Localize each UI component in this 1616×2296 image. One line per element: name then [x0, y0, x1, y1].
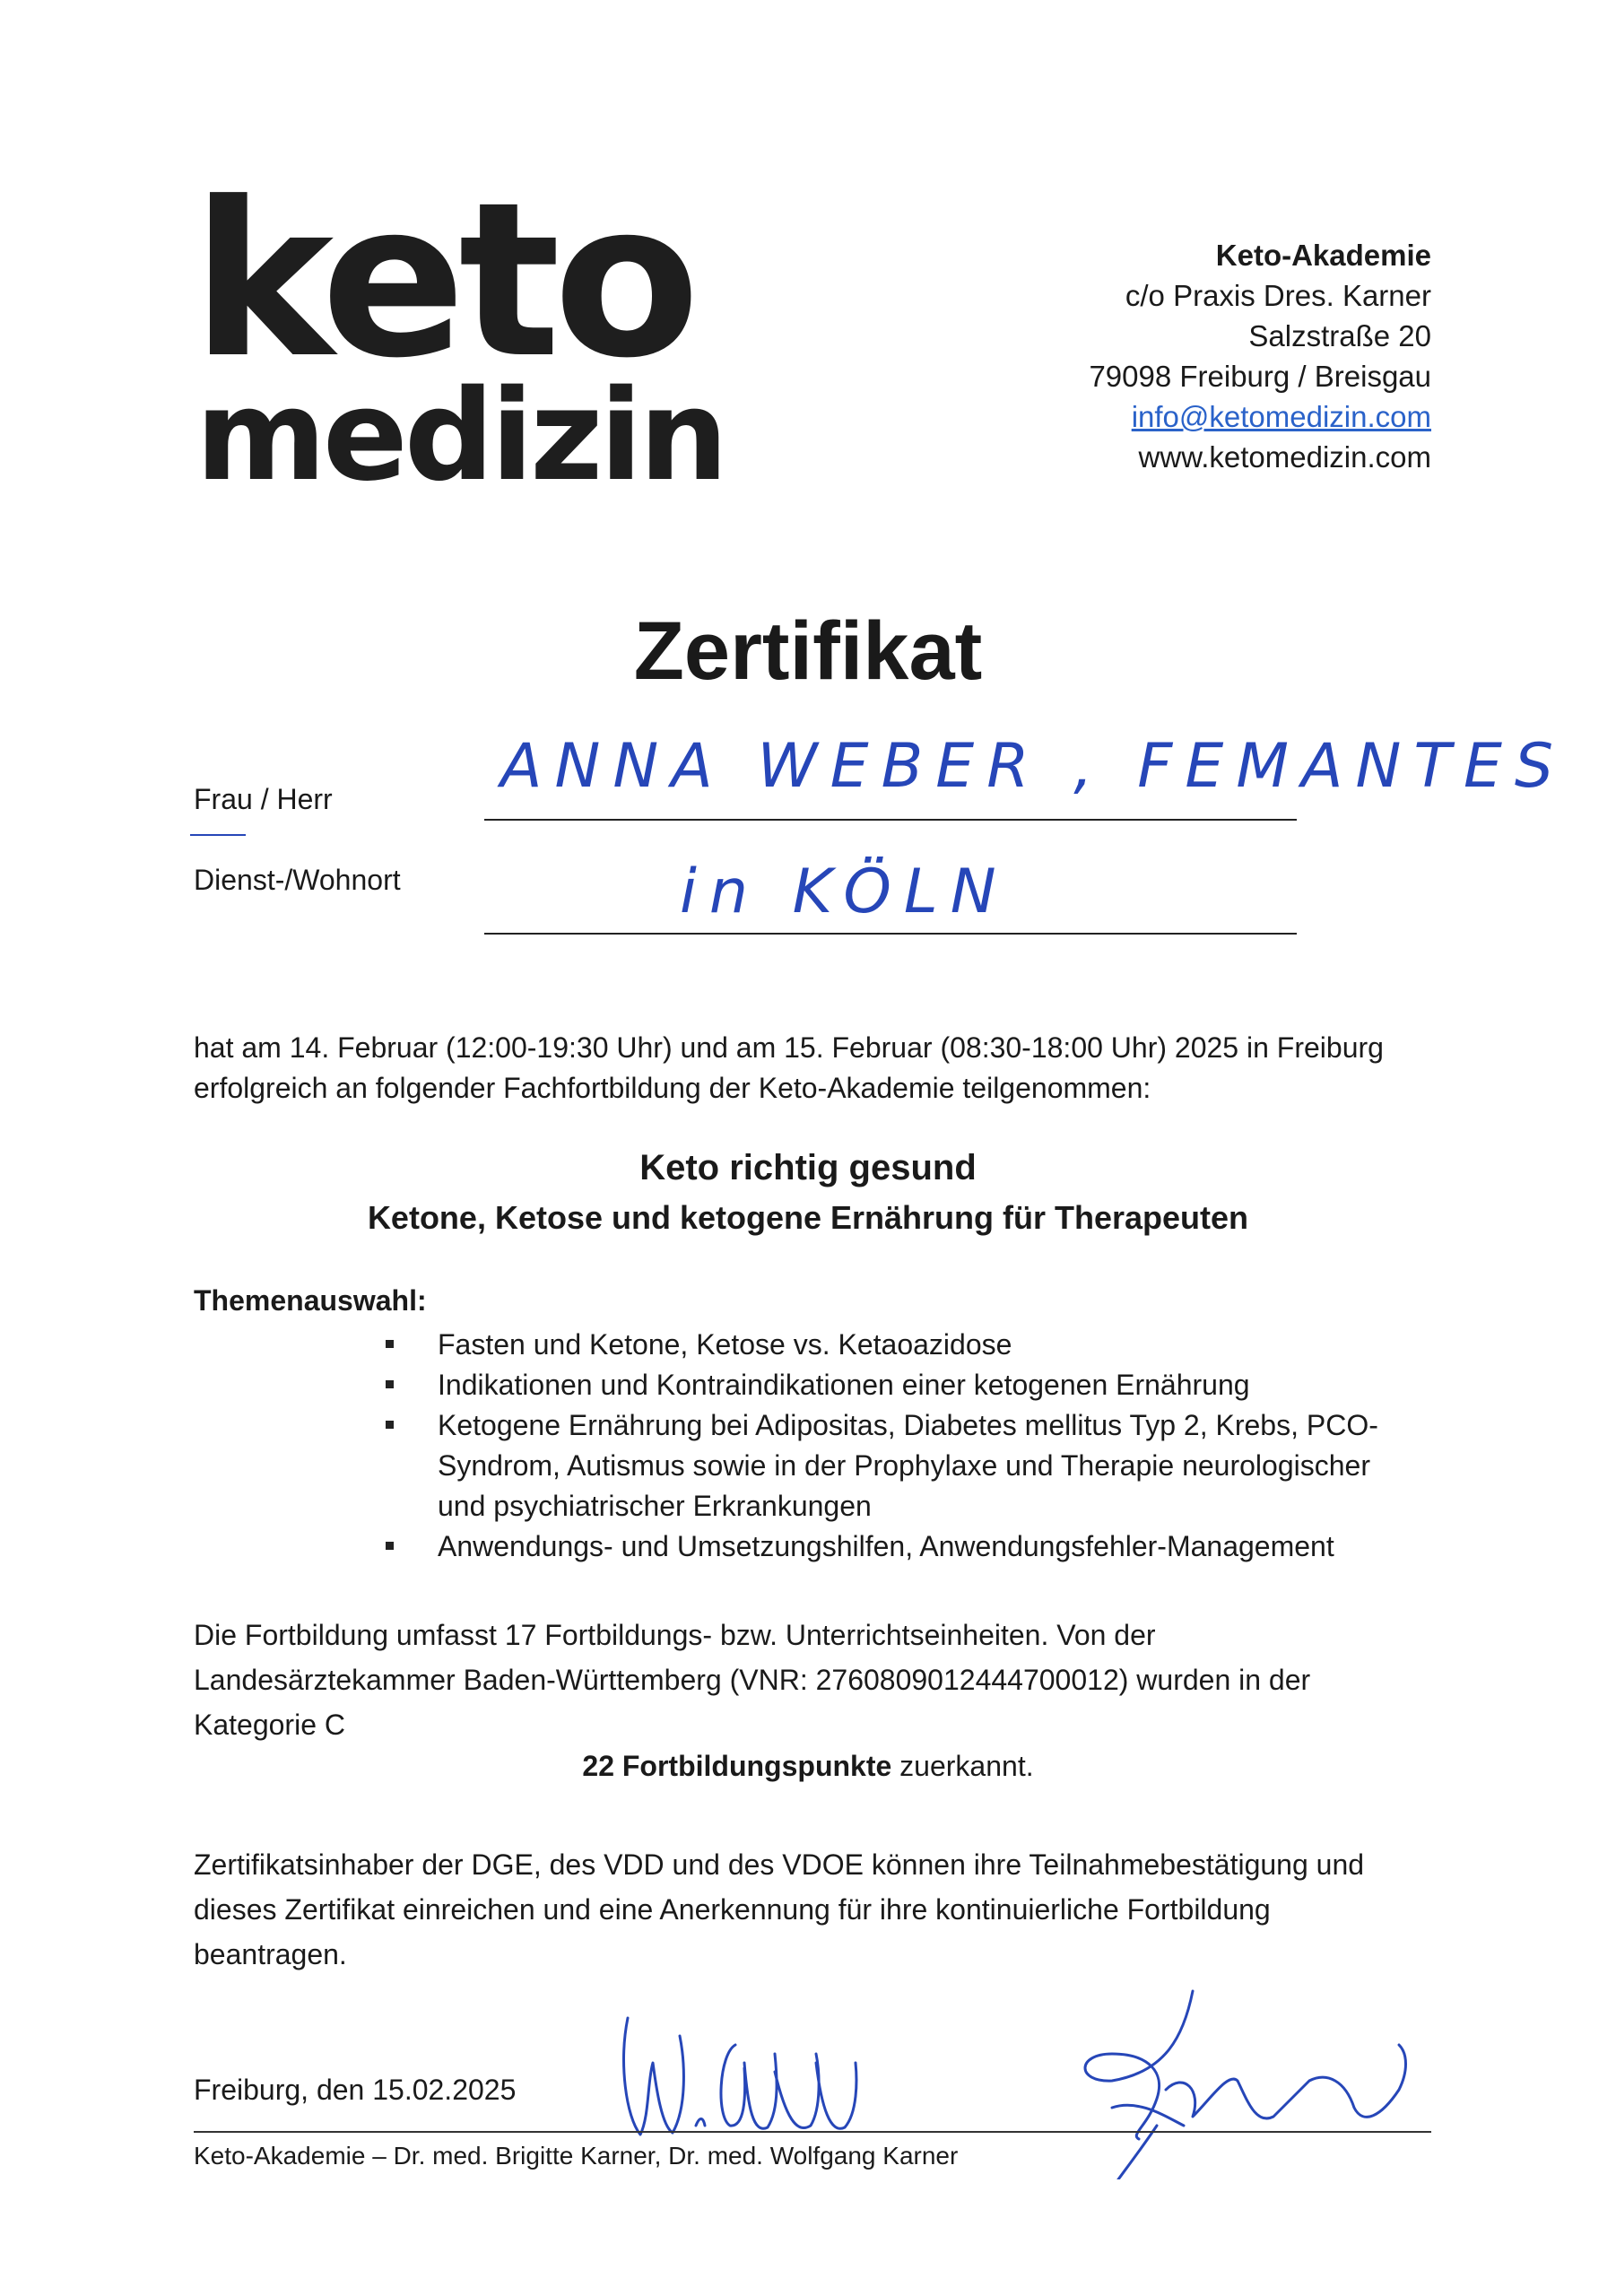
certificate-title: Zertifikat [633, 605, 983, 697]
address-website: www.ketomedizin.com [1138, 440, 1431, 474]
topic-item-continuation: und psychiatrischer Erkrankungen [438, 1490, 872, 1522]
topics-heading: Themenauswahl: [194, 1284, 427, 1317]
topic-item: Anwendungs- und Umsetzungshilfen, Anwendungsfehler-Management [386, 1526, 1462, 1567]
topic-item-continuation: Syndrom, Autismus sowie in der Prophylaxe und Therapie neurologischer [438, 1449, 1370, 1482]
topic-item: Ketogene Ernährung bei Adipositas, Diabetes mellitus Typ 2, Krebs, PCO- [386, 1405, 1462, 1446]
credits-line-1: Die Fortbildung umfasst 17 Fortbildungs- bzw. Unterrichtseinheiten. Von der [194, 1619, 1156, 1651]
course-subtitle: Ketone, Ketose und ketogene Ernährung für Therapeuten [367, 1199, 1249, 1236]
recognition-line-2: dieses Zertifikat einreichen und eine Anerkennung für ihre kontinuierliche Fortbildung [194, 1893, 1271, 1926]
signature-brigitte-karner [1085, 1991, 1406, 2179]
address-line-1: c/o Praxis Dres. Karner [1125, 279, 1431, 312]
address-line-2: Salzstraße 20 [1248, 319, 1431, 352]
address-email-link[interactable]: info@ketomedizin.com [1131, 400, 1431, 433]
keto-medizin-logo [192, 157, 725, 509]
sender-address [1089, 235, 1431, 477]
topic-item: Fasten und Ketone, Ketose vs. Ketaoazidose [386, 1325, 1462, 1365]
handwritten-name: ANNA WEBER , FEMANTES [500, 731, 1567, 802]
place-date: Freiburg, den 15.02.2025 [194, 2074, 517, 2106]
course-title: Keto richtig gesund [639, 1148, 977, 1187]
credits-text [194, 1613, 1310, 1747]
intro-text [194, 1028, 1384, 1109]
address-org: Keto-Akademie [1215, 239, 1431, 272]
recognition-text [194, 1842, 1364, 1977]
credits-line-2: Landesärztekammer Baden-Württemberg (VNR: 2760809012444700012) wurden in der [194, 1664, 1311, 1696]
place-line [484, 933, 1297, 935]
signature-wolfgang-karner [624, 2018, 856, 2135]
recognition-line-1: Zertifikatsinhaber der DGE, des VDD und des VDOE können ihre Teilnahmebestätigung und [194, 1848, 1365, 1881]
credit-points-bold: 22 Fortbildungspunkte [582, 1750, 892, 1782]
signature-line [194, 2131, 1431, 2133]
logo-keto-word: keto [192, 157, 693, 405]
credits-line-3: Kategorie C [194, 1709, 345, 1741]
handwritten-place: in KÖLN [680, 857, 1009, 927]
intro-line-2: erfolgreich an folgender Fachfortbildung der Keto-Akademie teilgenommen: [194, 1072, 1151, 1104]
topic-item: Indikationen und Kontraindikationen einer ketogenen Ernährung [386, 1365, 1462, 1405]
topics-list [386, 1325, 1462, 1567]
address-line-3: 79098 Freiburg / Breisgau [1089, 360, 1431, 393]
signatories: Keto-Akademie – Dr. med. Brigitte Karner, Dr. med. Wolfgang Karner [194, 2142, 959, 2170]
name-line [484, 819, 1297, 821]
credit-points-rest: zuerkannt. [891, 1750, 1034, 1782]
name-label: Frau / Herr [194, 783, 333, 815]
intro-line-1: hat am 14. Februar (12:00-19:30 Uhr) und am 15. Februar (08:30-18:00 Uhr) 2025 in Freiburg [194, 1031, 1384, 1064]
recognition-line-3: beantragen. [194, 1938, 347, 1970]
logo-medizin-word: medizin [195, 362, 725, 509]
handwritten-underline-mark [190, 834, 246, 836]
place-label: Dienst-/Wohnort [194, 864, 401, 896]
credit-points [0, 1750, 1616, 1783]
